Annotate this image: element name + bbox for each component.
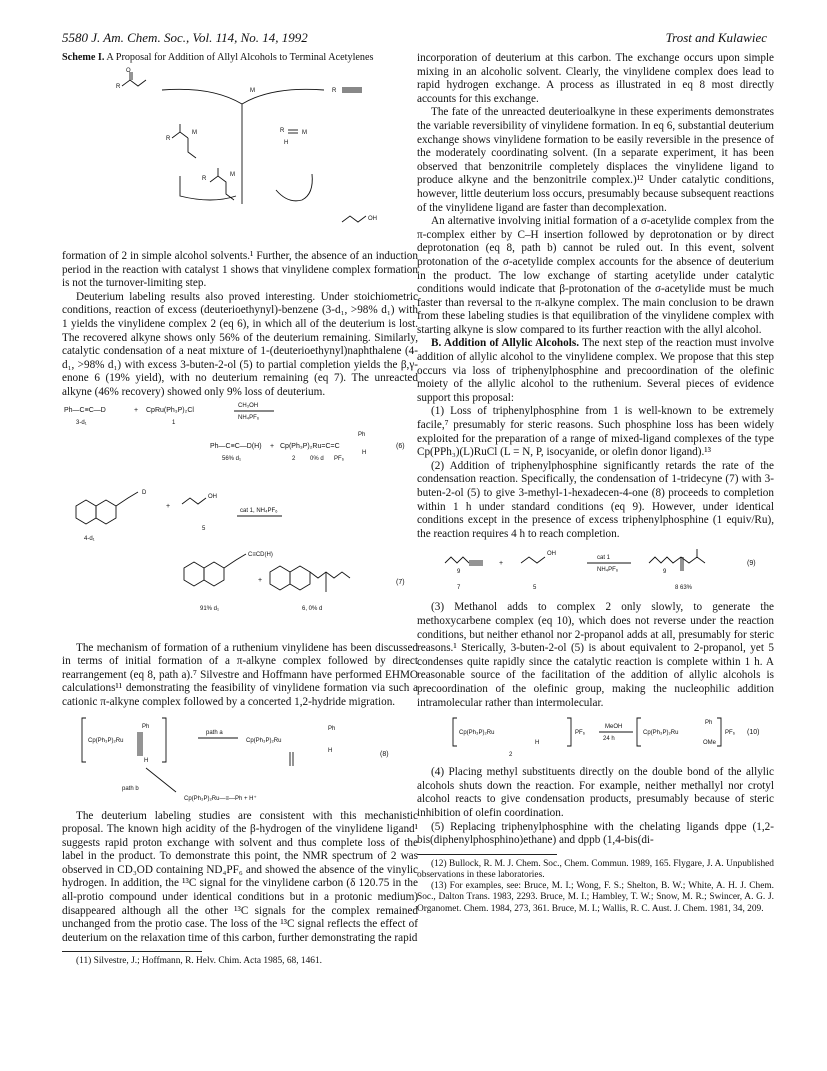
eq8-product-b: Cp(Ph₃P)₂Ru—≡—Ph + H⁺ [184,795,257,802]
eq7-pct: 91% d₁ [200,605,220,612]
eq7-d: D [142,489,147,496]
equation-6-figure [62,402,418,480]
eq10-complex-2: Cp(Ph₃P)₂Ru [643,730,679,737]
eq9-number: (9) [747,560,756,568]
left-paragraph-1: formation of 2 in simple alcohol solvents.¹ Further, the absence of an induction period in the reaction with catalyst 1 shows that vinylidene complex formation is not the turnover-limiting step. [62,250,418,290]
eq6-catalyst: CpRu(Ph₃P)₂Cl [146,406,194,414]
scheme-caption-text: A Proposal for Addition of Allyl Alcohols to Terminal Acetylenes [104,52,374,63]
eq7-number: (7) [396,578,405,586]
eq9-plus: + [499,560,504,568]
scheme-r2-label: R [332,88,337,94]
eq8-number: (8) [380,750,389,758]
running-header-right: Trost and Kulawiec [665,30,767,45]
eq10-complex: Cp(Ph₃P)₂Ru [459,730,495,737]
eq7-cdh: C≡CD(H) [248,551,273,558]
eq7-label-6: 6, 0% d [302,605,323,612]
eq8-path-b: path b [122,785,139,792]
scheme-1-figure [62,66,418,244]
eq8-ph: Ph [142,723,150,730]
scheme-oh-label: OH [368,216,377,222]
eq10-label-2: 2 [509,752,513,759]
scheme-r3-label: R [166,136,171,142]
right-paragraph-4 [417,337,774,405]
eq9-sub9-right: 9 [663,569,667,576]
eq6-product2-label: 2 [292,455,296,462]
eq9-cond-bottom: NH₄PF₆ [597,567,619,574]
right-paragraph-8: (4) Placing methyl substituents directly on the double bond of the allylic alcohols shuts down the reaction. For example, neither methallyl nor crotyl alcohol reacts to give condensation products, presumably because of steric inhibition of olefin coordination. [417,766,774,819]
eq6-reactant: Ph—C≡C—D [64,406,106,414]
right-paragraph-2: The fate of the unreacted deuterioalkyne in these experiments demonstrates the variable reversibility of vinylidene formation. In eq 6, substantial deuterium exchange shows vinylidene formation to be easily reversible in the presence of the moderately coordinating solvent. (In a separate experiment, it has been observed that benzonitrile completely displaces the vinylidene ligand to produce alkyne and the benzonitrile complex.)¹² Under catalytic conditions, however, little deuterium loss occurs, presumably because subsequent reactions of the vinylidene ligand are faster than decomplexation. [417,106,774,214]
equation-7-figure [62,486,418,636]
left-paragraph-2: Deuterium labeling results also proved interesting. Under stoichiometric conditions, reaction of excess (deuterioethynyl)-benzene (3-d₁, >98% d₁) with 1 yields the vinylidene complex 2 (eq 6), in which all of the deuterium is lost. The recovered alkyne shows only 56% of the deuterium remaining. Similarly, catalytic condensation of a neat mixture of 1-(deuterioethynyl)naphthalene (4-d₁, >98% d₁) with excess 3-buten-2-ol (5) to partial completion yields the β,γ-enone 6 (19% yield), with no deuterium remaining (eq 7). The unreacted alkyne (46% recovery) showed only 9% loss of deuterium. [62,290,418,398]
eq6-cond-bottom: NH₄PF₆ [238,414,260,421]
eq6-product2-d: 0% d [310,455,324,462]
scheme-m-label: M [250,88,255,94]
scheme-m4-label: M [230,172,235,178]
eq6-pf6: PF₆ [334,455,345,462]
eq10-pf6-2: PF₆ [725,730,736,737]
eq8-h-2: H [328,747,333,754]
eq6-number: (6) [396,442,405,450]
eq9-sub9-left: 9 [457,569,461,576]
eq6-product1-label: 56% d₁ [222,455,242,462]
eq6-product1: Ph—C≡C—D(H) [210,442,262,450]
footnote-12: (12) Bullock, R. M. J. Chem. Soc., Chem. Commun. 1989, 165. Flygare, J. A. Unpublished observations in these laboratories. [417,858,774,880]
eq8-complex: Cp(Ph₃P)₂Ru [88,737,124,744]
eq10-number: (10) [747,729,760,737]
right-paragraph-6: (2) Addition of triphenylphosphine significantly retards the rate of the condensation reaction. Specifically, the condensation of 1-tridecyne (7) with 3-buten-2-ol (5) to give 3-methyl-1-hexadecen-4-one (8) proceeds to completion within 1 h under standard conditions (eq 9). However, under identical conditions except in the presence of excess triphenylphosphine (1 equiv/Ru), the reaction requires 4 h to reach completion. [417,459,774,540]
right-paragraph-7: (3) Methanol adds to complex 2 only slowly, to generate the methoxycarbene complex (eq 10), which does not reverse under the reaction conditions, but neither ethanol nor 2-propanol adds at all, presumably for steric reasons.¹ Sterically, 3-buten-2-ol (5) is about equivalent to 2-propanol, yet 5 condenses quite rapidly since the catalytic reaction is complete within 1 h. A reasonable source of the facilitation of the addition of allylic alcohols is precoordination of the olefinic group, making the nucleophilic addition intramolecular rather than intermolecular. [417,601,774,709]
left-paragraph-4: The deuterium labeling studies are consistent with this mechanistic proposal. The known high acidity of the β-hydrogen of the vinylidene ligand¹ suggests rapid proton exchange with solvent and thus complete loss of the label in the product. To demonstrate this point, the NMR spectrum of 2 was observed in CD₃OD containing ND₄PF₆ and showed the absence of the vinylic hydrogen. In addition, the ¹³C signal for the vinylidene carbon (δ 120.75 in the all-protio compound under identical conditions but in a protonic medium) disappeared although all the other ¹³C signals for the complex remained unchanged from the protio case. The loss of the ¹³C signal reflects the effect of deuterium on the relaxation time of this carbon, further demonstrating the rapid [62,809,418,944]
eq9-cond-top: cat 1 [597,555,611,562]
scheme-caption [62,52,418,64]
eq10-h: H [535,740,540,747]
eq7-plus: + [166,502,171,510]
eq9-label-5: 5 [533,585,537,592]
scheme-r-label: R [116,84,121,90]
left-column [62,52,418,968]
eq8-ph-2: Ph [328,725,336,732]
section-b-title: B. Addition of Allylic Alcohols. [431,337,579,350]
scheme-o-label: O [126,68,131,74]
footnote-13: (13) For examples, see: Bruce, M. I.; Wong, F. S.; Shelton, B. W.; White, A. H. J. Chem. Soc., Dalton Trans. 1983, 2293. Bruce, M. I.; Hambley, T. W.; Snow, M. R.; Swincer, A. G. J. Organomet. Chem. 1984, 273, 361. Bruce, M. I.; Wallis, R. C. Aust. J. Chem. 1981, 34, 209. [417,881,774,914]
scheme-r4-label: R [280,128,285,134]
eq8-path-a: path a [206,729,223,736]
eq6-ph: Ph [358,431,366,438]
right-paragraph-9: (5) Replacing triphenylphosphine with the chelating ligands dppe (1,2-bis(diphenylphosphino)ethane) and dppb (1,4-bis(di- [417,820,774,847]
eq10-ph: Ph [705,720,713,727]
eq10-cond-bottom: 24 h [603,736,615,743]
right-paragraph-3: An alternative involving initial formation of a σ-acetylide complex from the π-complex either by C–H insertion followed by deprotonation or by direct deprotonation (eq 8, path b) cannot be ruled out. In this event, solvent protonation of the σ-acetylide complex accounts for the absence of deuterium in the product. The low exchange of starting acetylide under catalytic conditions would indicate that β-protonation of the σ-acetylide must be much faster than reversal to the π-alkyne complex. The main conclusion to be drawn from these labeling studies is that equilibration of the vinylidene complex with starting alkyne is slow compared to its further reaction with the allyl alcohol. [417,215,774,336]
eq10-ome: OMe [703,740,717,747]
eq7-label-5: 5 [202,525,206,532]
eq6-reactant-label: 3-d₁ [76,419,87,426]
equation-10-figure [417,712,774,760]
eq9-oh: OH [547,551,556,558]
equation-8-figure [62,712,418,804]
right-paragraph-5: (1) Loss of triphenylphosphine from 1 is well-known to be extremely facile,⁷ presumably for steric reasons. Such phosphine loss has been widely exploited for the preparation of a range of mixed-ligand complexes of the type Cp(PPh₃)(L)RuCl (L = N, P, isocyanide, or olefin donor ligand).¹³ [417,405,774,459]
eq10-cond-top: MeOH [605,724,623,731]
eq9-label-7: 7 [457,585,461,592]
footnote-11: (11) Silvestre, J.; Hoffmann, R. Helv. Chim. Acta 1985, 68, 1461. [76,956,322,967]
equation-9-figure [417,543,774,595]
eq7-label-4: 4-d₁ [84,535,95,542]
scheme-m2-label: M [192,130,197,136]
running-header-left: 5580 J. Am. Chem. Soc., Vol. 114, No. 14, 1992 [62,30,308,45]
eq8-product-a: Cp(Ph₃P)₂Ru [246,737,282,744]
eq7-cond: cat 1, NH₄PF₆ [240,507,278,514]
eq6-h: H [362,449,367,456]
scheme-m3-label: M [302,130,307,136]
eq6-catalyst-label: 1 [172,419,176,426]
right-column [417,52,774,915]
footnote-rule-left [62,951,202,952]
eq7-oh: OH [208,493,217,500]
right-paragraph-1: incorporation of deuterium at this carbon. The exchange occurs upon simple mixing in an alcoholic solvent. Clearly, the vinylidene complex does lead to rapid hydrogen exchange. A process as illustrated in eq 8 most directly accounts for this exchange. [417,52,774,105]
eq6-product2: Cp(Ph₃P)₂Ru=C=C [280,442,340,450]
scheme-h-label: H [284,140,289,146]
eq9-label-8: 8 63% [675,585,693,592]
scheme-r5-label: R [202,176,207,182]
eq10-pf6: PF₆ [575,730,586,737]
eq7-plus-2: + [258,576,263,584]
section-b-text: The next step of the reaction must involve addition of allylic alcohol to the vinylidene complex. We propose that this step occurs via loss of triphenylphosphine and precoordination of the olefinic moiety of the allylic alcohol to the ruthenium. Several pieces of evidence support this proposal: [417,337,774,404]
eq6-plus-2: + [270,442,275,450]
left-paragraph-3: The mechanism of formation of a ruthenium vinylidene has been discussed in terms of initial formation of a π-alkyne complex followed by direct rearrangement (eq 8, path a).⁷ Silvestre and Hoffmann have performed EHMO calculations¹¹ demonstrating the feasibility of vinylidene formation via such a cationic π-alkyne complex followed by a concerted 1,2-hydride migration. [62,641,418,708]
eq6-cond-top: CH₃OH [238,402,259,409]
eq6-plus: + [134,406,139,414]
eq8-h: H [144,757,149,764]
scheme-label: Scheme I. [62,52,105,63]
footnote-rule-right [417,854,557,855]
